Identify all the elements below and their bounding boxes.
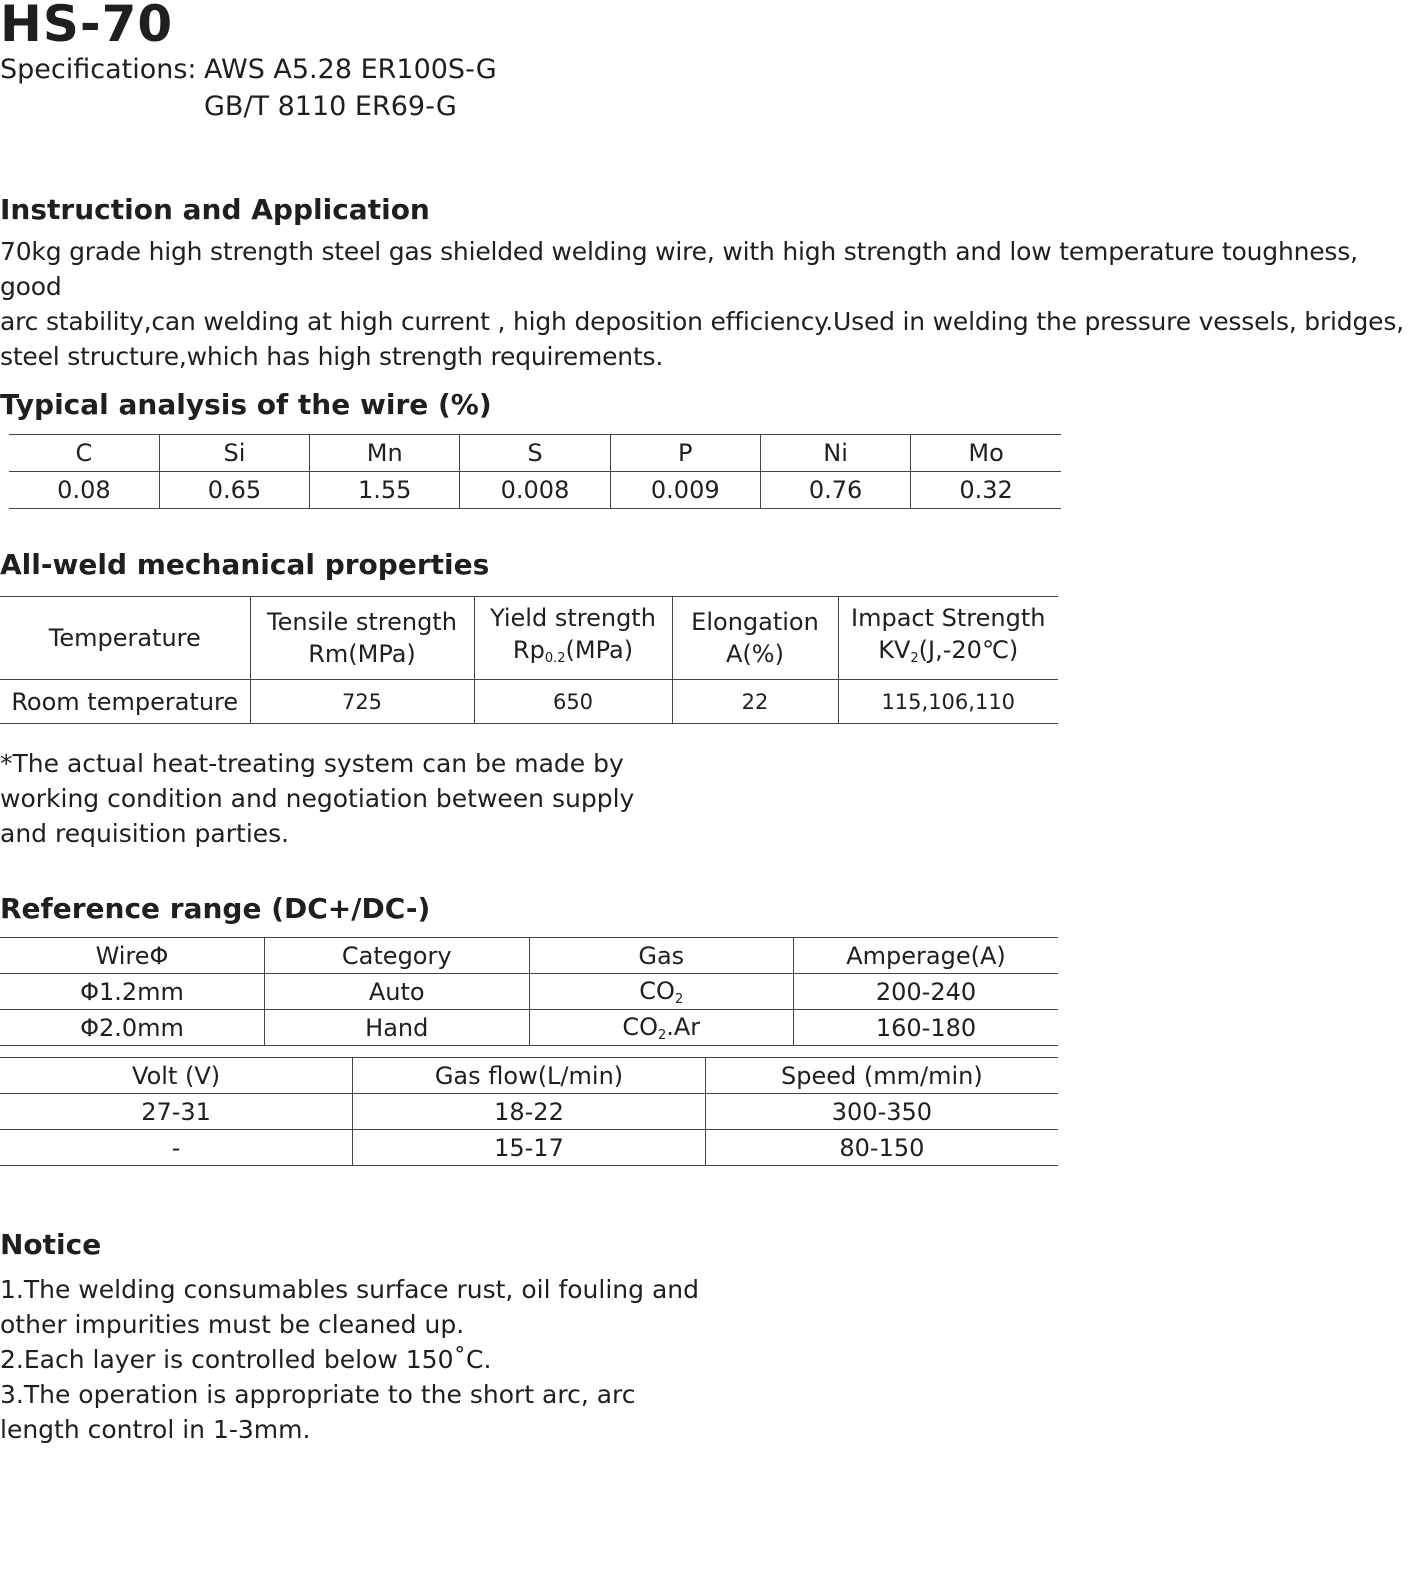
table-row: [9, 435, 1061, 472]
note-line: working condition and negotiation between supply: [0, 784, 635, 813]
notice-line: length control in 1-3mm.: [0, 1415, 311, 1444]
table-cell: 650: [474, 680, 672, 724]
table-row: [0, 1058, 1058, 1094]
notice-heading: Notice: [0, 1228, 102, 1261]
table-cell: Auto: [265, 974, 530, 1010]
tensile-header: Tensile strength: [267, 608, 457, 636]
table-header-cell: Speed (mm/min): [705, 1058, 1058, 1094]
impact-unit-subscript: 2: [910, 650, 919, 666]
table-cell: 0.08: [57, 476, 111, 504]
table-cell: 15-17: [353, 1130, 706, 1166]
table-header-cell: [0, 597, 250, 680]
gas-subscript: 2: [674, 991, 684, 1007]
table-cell: 725: [250, 680, 474, 724]
table-cell: 160-180: [794, 1010, 1059, 1046]
table-header-cell: Gas: [529, 938, 794, 974]
gas-suffix: .Ar: [666, 1012, 701, 1041]
table-cell: 0.76: [760, 472, 910, 509]
table-cell: 22: [672, 680, 838, 724]
table-header-cell: WireΦ: [95, 941, 169, 970]
instruction-line: steel structure,which has high strength requirements.: [0, 342, 664, 371]
table-cell: 300-350: [705, 1094, 1058, 1130]
heat-treatment-note: [0, 746, 634, 851]
table-cell: [529, 1010, 794, 1046]
table-header-cell: Volt (V): [132, 1061, 221, 1090]
notice-line: 1.The welding consumables surface rust, oil fouling and: [0, 1275, 699, 1304]
note-line: *The actual heat-treating system can be made by: [0, 749, 624, 778]
note-line: and requisition parties.: [0, 819, 290, 848]
reference-table-2: [0, 1057, 1058, 1166]
table-header-cell: Category: [265, 938, 530, 974]
table-cell: 0.32: [911, 472, 1061, 509]
tensile-unit: Rm(MPa): [308, 640, 416, 668]
table-cell: 18-22: [353, 1094, 706, 1130]
impact-unit-symbol: KV: [878, 635, 911, 664]
table-header-cell: Amperage(A): [794, 938, 1059, 974]
specifications-label: Specifications:: [0, 54, 197, 85]
table-header-cell: Mn: [310, 435, 460, 472]
table-header-cell: Ni: [760, 435, 910, 472]
table-header-cell: [672, 597, 838, 680]
instruction-text: [0, 234, 1412, 374]
spec-aws: AWS A5.28 ER100S-G: [204, 54, 497, 85]
table-cell: 1.55: [310, 472, 460, 509]
yield-header: Yield strength: [490, 603, 656, 632]
table-cell: Room temperature: [11, 687, 239, 716]
gas-subscript: 2: [657, 1027, 667, 1043]
table-header-cell: [838, 597, 1058, 680]
table-header-cell: P: [610, 435, 760, 472]
elongation-unit: A(%): [726, 640, 784, 668]
table-row: [9, 472, 1061, 509]
yield-unit-suffix: (MPa): [565, 635, 634, 664]
impact-unit: [839, 634, 1059, 675]
table-cell: Φ2.0mm: [80, 1013, 184, 1042]
table-row: [0, 938, 1058, 974]
table-row: [0, 1130, 1058, 1166]
table-header-cell: Gas flow(L/min): [353, 1058, 706, 1094]
table-cell: -: [171, 1133, 181, 1162]
yield-unit: [475, 634, 672, 675]
composition-table: [9, 434, 1061, 509]
table-cell: 80-150: [705, 1130, 1058, 1166]
table-cell: 27-31: [141, 1097, 211, 1126]
table-header-cell: S: [460, 435, 610, 472]
impact-unit-suffix: (J,-20℃): [918, 635, 1019, 664]
temperature-header: Temperature: [48, 624, 201, 652]
table-header-cell: [474, 597, 672, 680]
gas-formula: CO: [622, 1012, 658, 1041]
elongation-header: Elongation: [691, 608, 819, 636]
reference-table-1: [0, 937, 1058, 1046]
notice-line: 2.Each layer is controlled below 150˚C.: [0, 1345, 492, 1374]
notice-text: [0, 1272, 699, 1447]
table-cell: 115,106,110: [838, 680, 1058, 724]
notice-line: other impurities must be cleaned up.: [0, 1310, 465, 1339]
yield-unit-subscript: 0.2: [544, 650, 566, 666]
table-cell: Φ1.2mm: [80, 977, 184, 1006]
spec-gbt: GB/T 8110 ER69-G: [204, 91, 457, 122]
table-row: [0, 1094, 1058, 1130]
composition-heading: Typical analysis of the wire (%): [0, 388, 492, 421]
table-cell: [529, 974, 794, 1010]
table-row: [0, 680, 1058, 724]
yield-unit-symbol: Rp: [512, 635, 545, 664]
table-cell: 200-240: [794, 974, 1059, 1010]
instruction-line: 70kg grade high strength steel gas shielded welding wire, with high strength and low temperature toughness, good: [0, 237, 1358, 301]
gas-formula: CO: [639, 976, 675, 1005]
table-cell: Hand: [265, 1010, 530, 1046]
product-title: HS-70: [0, 0, 174, 53]
table-cell: 0.65: [159, 472, 309, 509]
table-cell: 0.009: [610, 472, 760, 509]
mechanical-heading: All-weld mechanical properties: [0, 548, 490, 581]
impact-header: Impact Strength: [851, 603, 1046, 632]
instruction-heading: Instruction and Application: [0, 193, 430, 226]
table-header-cell: Si: [159, 435, 309, 472]
mechanical-table: [0, 596, 1058, 724]
notice-line: 3.The operation is appropriate to the short arc, arc: [0, 1380, 636, 1409]
table-cell: 0.008: [460, 472, 610, 509]
instruction-line: arc stability,can welding at high current , high deposition efficiency.Used in welding the pressure vessels, bridges,: [0, 307, 1404, 336]
table-header-cell: Mo: [911, 435, 1061, 472]
table-header-cell: [250, 597, 474, 680]
table-row: [0, 597, 1058, 680]
reference-heading: Reference range (DC+/DC-): [0, 892, 431, 925]
table-header-cell: C: [75, 439, 93, 467]
table-row: [0, 974, 1058, 1010]
table-row: [0, 1010, 1058, 1046]
